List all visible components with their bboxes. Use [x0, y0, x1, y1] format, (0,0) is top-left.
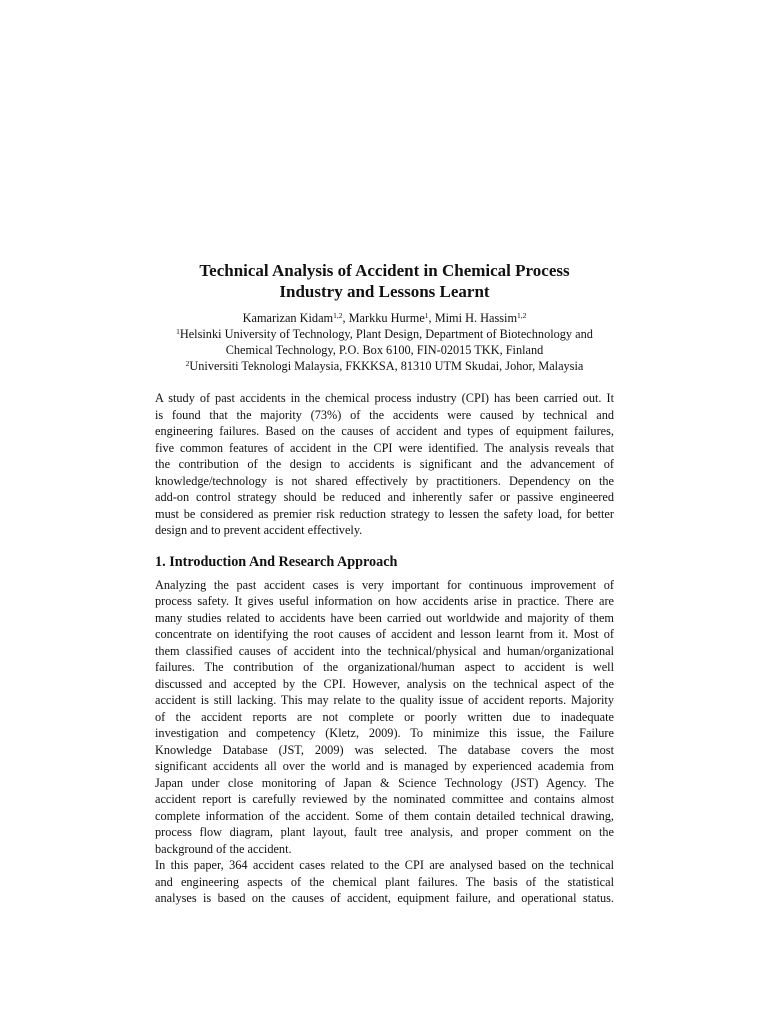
body-line: Knowledge Database (JST, 2009) was selected. The database covers the most	[155, 742, 614, 757]
author-affiliation-mark: 1,2	[333, 310, 343, 320]
body-line: and engineering aspects of the chemical plant failures. The basis of the statistical	[155, 874, 614, 889]
affiliation-continuation: Chemical Technology, P.O. Box 6100, FIN-02015 TKK, Finland	[225, 343, 544, 357]
abstract	[155, 390, 614, 539]
author-separator: ,	[428, 311, 435, 325]
abstract-line: design and to prevent accident effectively.	[155, 523, 363, 537]
paper-title	[155, 260, 614, 302]
abstract-line: A study of past accidents in the chemical process industry (CPI) has been carried out. It	[155, 391, 614, 405]
body-line: accident is still lacking. This may relate to the quality issue of accident reports. Majority	[155, 693, 614, 707]
body-line: many studies related to accidents have been carried out worldwide and majority of them	[155, 610, 614, 625]
body-line: Japan under close monitoring of Japan & Science Technology (JST) Agency. The	[155, 775, 614, 790]
body-line: Analyzing the past accident cases is very important for continuous improvement of	[155, 577, 614, 592]
affiliation	[155, 358, 614, 374]
body-paragraph	[155, 857, 614, 907]
author-name: Markku Hurme	[348, 311, 425, 325]
affiliation-mark: 2	[185, 358, 190, 368]
abstract-line: must be considered as premier risk reduction strategy to lessen the safety load, for better	[155, 506, 614, 521]
author-separator: ,	[342, 311, 349, 325]
body-line: failures. The contribution of the organizational/human aspect to accident is well	[155, 660, 614, 674]
section-heading: 1. Introduction And Research Approach	[155, 553, 398, 570]
abstract-line: knowledge/technology is not shared effectively by practitioners. Dependency on the	[155, 473, 614, 488]
affiliation-list	[155, 326, 614, 374]
author-name: Kamarizan Kidam	[242, 311, 334, 325]
body-line: accident report is carefully reviewed by the nominated committee and contains almost	[155, 792, 614, 806]
title-line: Industry and Lessons Learnt	[279, 282, 490, 301]
abstract-line: add-on control strategy should be reduced and inherently safer or passive engineered	[155, 490, 614, 504]
body-line: discussed and accepted by the CPI. However, analysis on the technical aspect of the	[155, 676, 614, 691]
body-line: analyses is based on the causes of accident, equipment failure, and operational status.	[155, 891, 614, 905]
body-line: concentrate on identifying the root causes of accident and lesson learnt from it. Most of	[155, 627, 614, 641]
abstract-line: engineering failures. Based on the causes of accident and types of equipment failures,	[155, 424, 614, 438]
affiliation-text: Universiti Teknologi Malaysia, FKKKSA, 81310 UTM Skudai, Johor, Malaysia	[189, 359, 584, 373]
abstract-line: is found that the majority (73%) of the accidents were caused by technical and	[155, 407, 614, 422]
body-line: investigation and competency (Kletz, 2009). To minimize this issue, the Failure	[155, 726, 614, 740]
abstract-line: the contribution of the design to accidents is significant and the advancement of	[155, 457, 614, 471]
affiliation-text: Helsinki University of Technology, Plant Design, Department of Biotechnology and	[179, 327, 593, 341]
title-line: Technical Analysis of Accident in Chemical Process	[199, 261, 570, 280]
body-line: In this paper, 364 accident cases related to the CPI are analysed based on the technical	[155, 858, 614, 872]
body-line: them classified causes of accident into the technical/physical and human/organizational	[155, 643, 614, 658]
body-line: of the accident reports are not complete or poorly written due to inadequate	[155, 709, 614, 724]
abstract-line: five common features of accident in the CPI were identified. The analysis reveals that	[155, 440, 614, 455]
author-list	[155, 310, 614, 326]
body-line: background of the accident.	[155, 841, 292, 856]
author-name: Mimi H. Hassim	[434, 311, 518, 325]
affiliation	[155, 326, 614, 342]
body-line: process flow diagram, plant layout, fault tree analysis, and proper comment on the	[155, 825, 614, 839]
body-line: complete information of the accident. Some of them contain detailed technical drawing,	[155, 808, 614, 823]
body-paragraph	[155, 577, 614, 858]
body-line: process safety. It gives useful information on how accidents arise in practice. There are	[155, 594, 614, 608]
author-affiliation-mark: 1,2	[517, 310, 527, 320]
affiliation-mark: 1	[176, 326, 180, 336]
paper-page	[155, 260, 614, 907]
body-line: significant accidents all over the world and is managed by experienced academia from	[155, 759, 614, 773]
author-affiliation-mark: 1	[424, 310, 429, 320]
